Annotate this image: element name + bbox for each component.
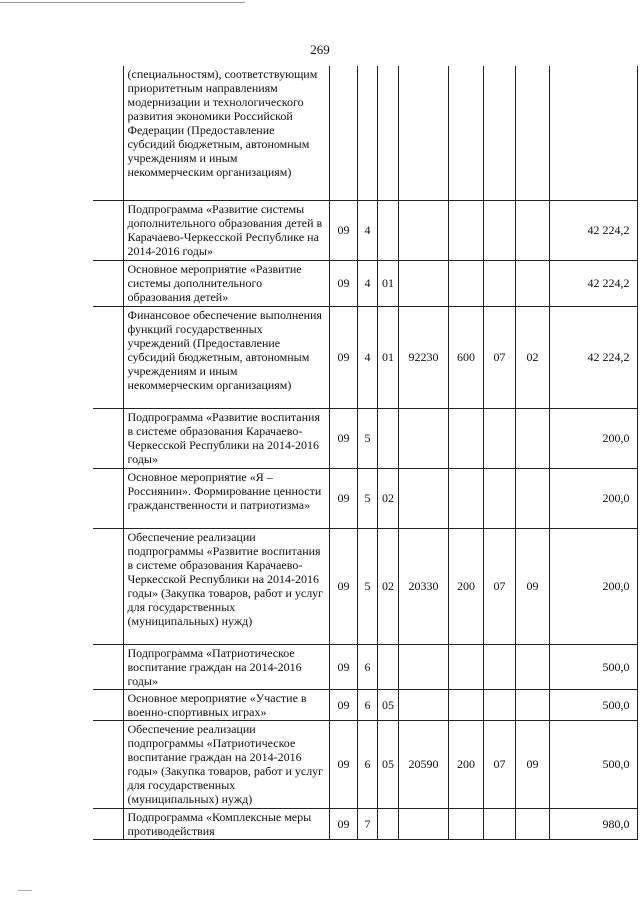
description-cell: Подпрограмма «Развитие воспитания в системе образования Карачаево-Черкесской Республики на 2014-2016 годы» [123, 408, 329, 468]
description-cell: Основное мероприятие «Я – Россиянин». Формирование ценности гражданственности и патриотизма» [123, 468, 329, 528]
subprogram-code-cell: 6 [357, 720, 377, 808]
program-code-cell: 09 [329, 528, 357, 644]
section-cell [483, 260, 515, 306]
direction-code-cell [398, 644, 448, 689]
section-cell [483, 689, 515, 720]
program-code-cell: 09 [329, 720, 357, 808]
section-cell [483, 808, 515, 839]
amount-cell: 980,0 [549, 808, 637, 839]
description-cell: Обеспечение реализации подпрограммы «Патриотическое воспитание граждан на 2014-2016 годы» (Закупка товаров, работ и услуг для государственных (муниципальных) нужд) [123, 720, 329, 808]
description-cell: Подпрограмма «Развитие системы дополнительного образования детей в Карачаево-Черкесской Республике на 2014-2016 годы» [123, 200, 329, 260]
direction-code-cell [398, 689, 448, 720]
description-cell: Основное мероприятие «Участие в военно-спортивных играх» [123, 689, 329, 720]
amount-cell: 500,0 [549, 689, 637, 720]
table-row [93, 408, 637, 468]
number-cell [93, 528, 123, 644]
direction-code-cell [398, 260, 448, 306]
table-row [93, 200, 637, 260]
subsection-cell: 02 [515, 306, 549, 408]
expense-type-cell [448, 200, 483, 260]
amount-cell [549, 66, 637, 200]
table-row [93, 808, 637, 839]
subprogram-code-cell: 5 [357, 528, 377, 644]
event-code-cell: 01 [377, 260, 398, 306]
direction-code-cell [398, 808, 448, 839]
expense-type-cell [448, 468, 483, 528]
section-cell [483, 200, 515, 260]
description-cell: Финансовое обеспечение выполнения функций государственных учреждений (Предоставление субсидий бюджетным, автономным учреждениям и иным некоммерческим организациям) [123, 306, 329, 408]
direction-code-cell [398, 66, 448, 200]
number-cell [93, 468, 123, 528]
amount-cell: 42 224,2 [549, 200, 637, 260]
subsection-cell: 09 [515, 528, 549, 644]
subsection-cell [515, 689, 549, 720]
direction-code-cell [398, 408, 448, 468]
event-code-cell [377, 66, 398, 200]
table-row [93, 260, 637, 306]
event-code-cell [377, 644, 398, 689]
event-code-cell: 01 [377, 306, 398, 408]
program-code-cell: 09 [329, 306, 357, 408]
expense-type-cell [448, 644, 483, 689]
program-code-cell: 09 [329, 644, 357, 689]
section-cell: 07 [483, 720, 515, 808]
event-code-cell: 05 [377, 720, 398, 808]
subprogram-code-cell: 7 [357, 808, 377, 839]
top-rule [0, 2, 245, 3]
number-cell [93, 260, 123, 306]
number-cell [93, 689, 123, 720]
subprogram-code-cell: 4 [357, 306, 377, 408]
amount-cell: 42 224,2 [549, 306, 637, 408]
number-cell [93, 720, 123, 808]
expense-type-cell: 200 [448, 528, 483, 644]
event-code-cell [377, 408, 398, 468]
expense-type-cell [448, 808, 483, 839]
subprogram-code-cell: 6 [357, 644, 377, 689]
table-body [93, 66, 637, 839]
table-row [93, 468, 637, 528]
subsection-cell: 09 [515, 720, 549, 808]
subprogram-code-cell: 6 [357, 689, 377, 720]
bottom-mark [18, 890, 32, 891]
section-cell: 07 [483, 306, 515, 408]
direction-code-cell [398, 200, 448, 260]
number-cell [93, 644, 123, 689]
amount-cell: 500,0 [549, 720, 637, 808]
number-cell [93, 808, 123, 839]
description-cell: Обеспечение реализации подпрограммы «Развитие воспитания в системе образования Карачаево-Черкесской Республики на 2014-2016 годы» (Закупка товаров, работ и услуг для государственных (муниципальных) нужд) [123, 528, 329, 644]
subsection-cell [515, 644, 549, 689]
subsection-cell [515, 408, 549, 468]
number-cell [93, 66, 123, 200]
section-cell [483, 468, 515, 528]
subsection-cell [515, 200, 549, 260]
table-row [93, 644, 637, 689]
table-row [93, 528, 637, 644]
section-cell [483, 644, 515, 689]
table-row [93, 720, 637, 808]
description-cell: (специальностям), соответствующим приоритетным направлениям модернизации и технологического развития экономики Российской Федерации (Предоставление субсидий бюджетным, автономным учреждениям и иным некоммерческим организациям) [123, 66, 329, 200]
direction-code-cell: 20590 [398, 720, 448, 808]
amount-cell: 42 224,2 [549, 260, 637, 306]
program-code-cell: 09 [329, 689, 357, 720]
subsection-cell [515, 260, 549, 306]
number-cell [93, 408, 123, 468]
expense-type-cell [448, 689, 483, 720]
subsection-cell [515, 808, 549, 839]
section-cell: 07 [483, 528, 515, 644]
subprogram-code-cell [357, 66, 377, 200]
expense-type-cell [448, 408, 483, 468]
subprogram-code-cell: 4 [357, 200, 377, 260]
event-code-cell: 02 [377, 468, 398, 528]
event-code-cell [377, 808, 398, 839]
number-cell [93, 200, 123, 260]
subsection-cell [515, 66, 549, 200]
section-cell [483, 66, 515, 200]
budget-table [93, 66, 638, 840]
expense-type-cell: 200 [448, 720, 483, 808]
description-cell: Основное мероприятие «Развитие системы дополнительного образования детей» [123, 260, 329, 306]
description-cell: Подпрограмма «Комплексные меры противодействия [123, 808, 329, 839]
event-code-cell: 02 [377, 528, 398, 644]
program-code-cell: 09 [329, 468, 357, 528]
direction-code-cell: 20330 [398, 528, 448, 644]
table-row [93, 306, 637, 408]
program-code-cell: 09 [329, 408, 357, 468]
direction-code-cell: 92230 [398, 306, 448, 408]
table-row [93, 66, 637, 200]
page-number: 269 [310, 42, 330, 57]
amount-cell: 200,0 [549, 408, 637, 468]
subprogram-code-cell: 5 [357, 468, 377, 528]
subprogram-code-cell: 5 [357, 408, 377, 468]
table-row [93, 689, 637, 720]
subprogram-code-cell: 4 [357, 260, 377, 306]
expense-type-cell [448, 260, 483, 306]
amount-cell: 200,0 [549, 468, 637, 528]
number-cell [93, 306, 123, 408]
program-code-cell: 09 [329, 260, 357, 306]
expense-type-cell [448, 66, 483, 200]
subsection-cell [515, 468, 549, 528]
direction-code-cell [398, 468, 448, 528]
expense-type-cell: 600 [448, 306, 483, 408]
program-code-cell [329, 66, 357, 200]
program-code-cell: 09 [329, 808, 357, 839]
amount-cell: 200,0 [549, 528, 637, 644]
event-code-cell [377, 200, 398, 260]
event-code-cell: 05 [377, 689, 398, 720]
amount-cell: 500,0 [549, 644, 637, 689]
description-cell: Подпрограмма «Патриотическое воспитание граждан на 2014-2016 годы» [123, 644, 329, 689]
section-cell [483, 408, 515, 468]
program-code-cell: 09 [329, 200, 357, 260]
